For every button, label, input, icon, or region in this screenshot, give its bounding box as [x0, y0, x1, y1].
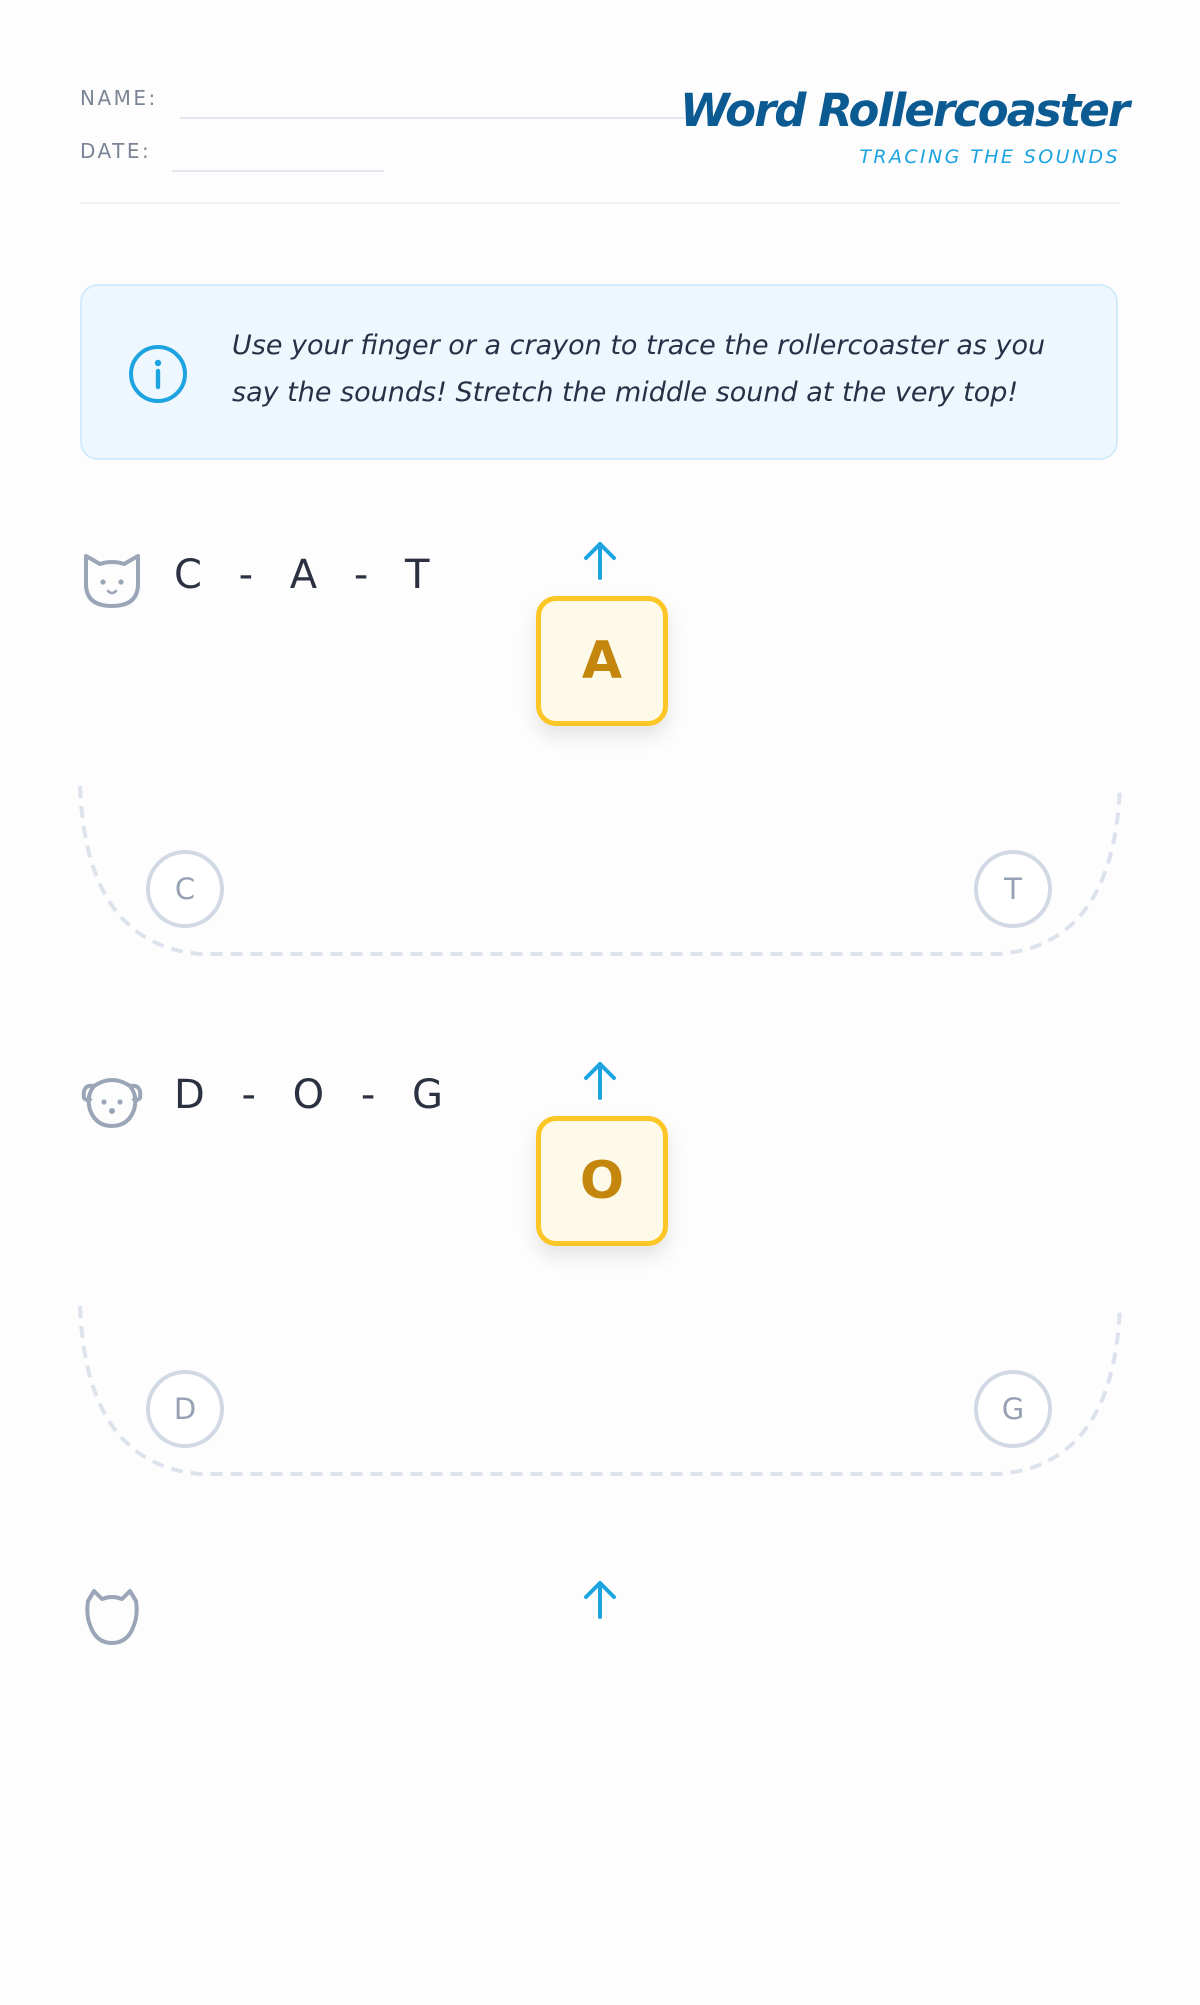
name-label: NAME: [80, 86, 158, 110]
last-sound-node: G [974, 1370, 1052, 1448]
word-rollercoaster-dog [80, 1066, 1120, 1486]
middle-sound-tile: A [536, 596, 668, 726]
first-sound-node: D [146, 1370, 224, 1448]
arrow-up-icon [580, 1058, 620, 1102]
worksheet-title: Word Rollercoaster [679, 84, 1128, 137]
instructions-box [80, 284, 1118, 460]
word-spelling: C - A - T [174, 552, 442, 598]
word-rollercoaster-partial [80, 1585, 1120, 2005]
arrow-up-icon [580, 538, 620, 582]
animal-icon [80, 1585, 144, 1649]
date-line[interactable] [172, 170, 384, 172]
first-sound-node: C [146, 850, 224, 928]
word-spelling: D - O - G [174, 1072, 456, 1118]
dog-icon [80, 1066, 144, 1130]
worksheet-header [80, 80, 1128, 204]
instructions-text: Use your finger or a crayon to trace the rollercoaster as you say the sounds! Stretch the middle sound at the very top! [232, 330, 1046, 408]
arrow-up-icon [580, 1577, 620, 1621]
name-line[interactable] [180, 117, 688, 119]
last-sound-node: T [974, 850, 1052, 928]
date-label: DATE: [80, 139, 152, 163]
word-rollercoaster-cat [80, 546, 1120, 966]
cat-icon [80, 546, 144, 610]
worksheet-subtitle: TRACING THE SOUNDS [859, 146, 1120, 168]
middle-sound-tile: O [536, 1116, 668, 1246]
info-icon [128, 344, 188, 404]
